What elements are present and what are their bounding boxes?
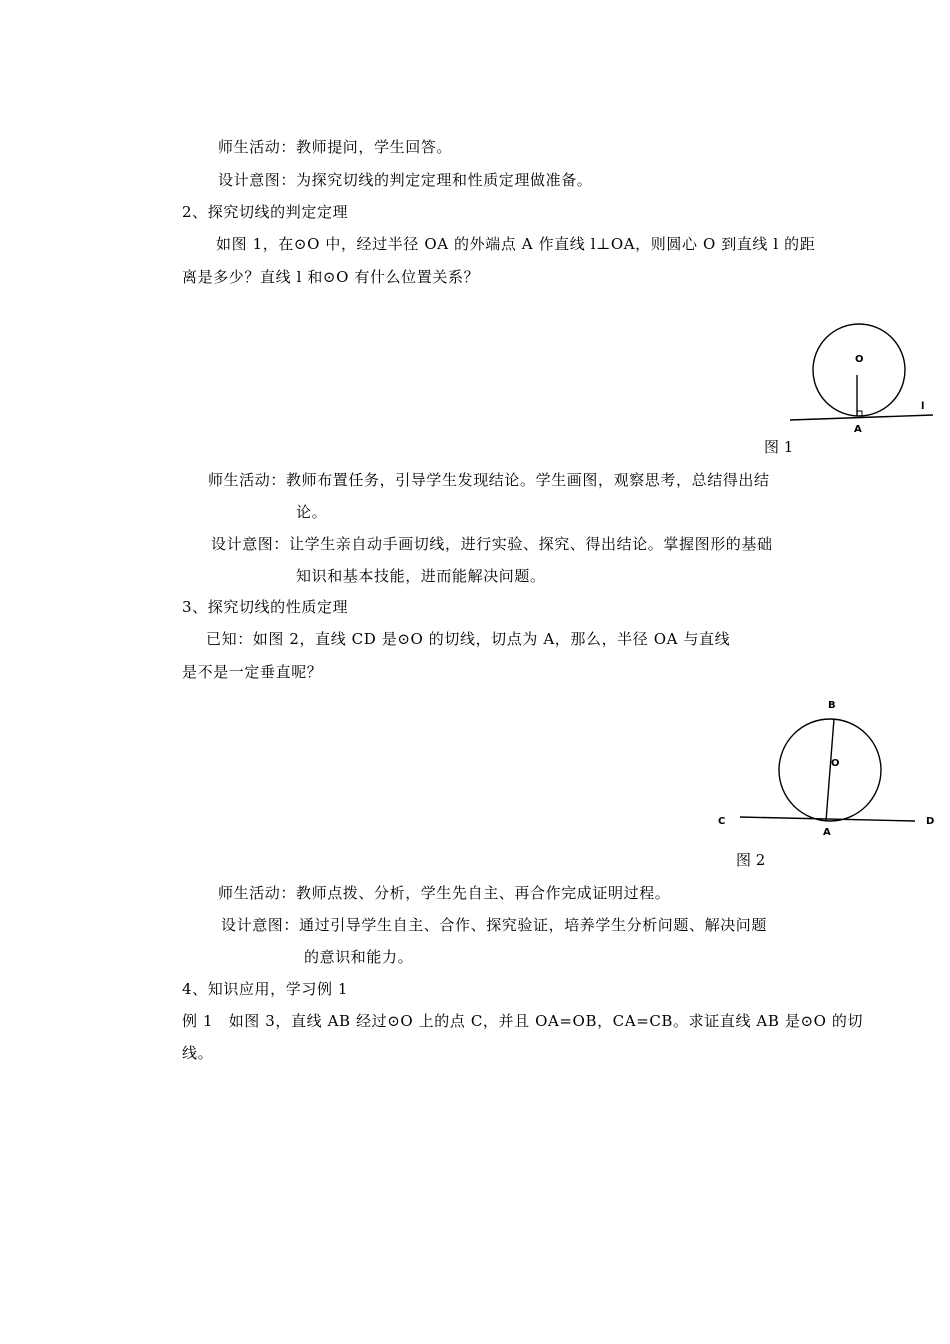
section-heading-3: 3、探究切线的性质定理	[182, 598, 349, 616]
figure-1-label-a: A	[854, 424, 862, 435]
figure-2-label-a: A	[823, 827, 831, 838]
intent-text-2: 设计意图：让学生亲自动手画切线，进行实验、探究、得出结论。掌握图形的基础	[211, 535, 773, 553]
section-heading-4: 4、知识应用，学习例 1	[182, 980, 349, 998]
activity-text-2: 师生活动：教师布置任务，引导学生发现结论。学生画图，观察思考，总结得出结	[208, 471, 770, 489]
figure-2-label-o: O	[831, 758, 840, 769]
paragraph-line: 如图 1，在⊙O 中，经过半径 OA 的外端点 A 作直线 l⊥OA，则圆心 O 到直线 l 的距	[216, 235, 816, 253]
figure-2-label-c: C	[718, 816, 726, 827]
section-heading-2: 2、探究切线的判定定理	[182, 203, 349, 221]
figure-1	[785, 320, 935, 435]
intent-text-3: 设计意图：通过引导学生自主、合作、探究验证，培养学生分析问题、解决问题	[221, 916, 768, 934]
paragraph-line: 是不是一定垂直呢？	[182, 663, 323, 681]
figure-2	[710, 695, 940, 845]
figure-2-label-d: D	[926, 816, 935, 827]
paragraph-line: 已知：如图 2，直线 CD 是⊙O 的切线，切点为 A，那么，半径 OA 与直线	[206, 630, 731, 648]
figure-1-label-l: l	[921, 401, 925, 412]
example-text-cont: 线。	[182, 1044, 214, 1062]
example-text: 例 1 如图 3，直线 AB 经过⊙O 上的点 C，并且 OA=OB，CA=CB。求证直线 AB 是⊙O 的切	[182, 1012, 864, 1030]
figure-1-label-o: O	[855, 354, 864, 365]
figure-1-caption: 图 1	[764, 438, 794, 456]
activity-text-3: 师生活动：教师点拨、分析，学生先自主、再合作完成证明过程。	[218, 884, 671, 902]
paragraph-line: 离是多少？直线 l 和⊙O 有什么位置关系？	[182, 268, 480, 286]
activity-text-2-cont: 论。	[296, 503, 328, 521]
intent-text-3-cont: 的意识和能力。	[304, 948, 414, 966]
activity-text-1: 师生活动：教师提问，学生回答。	[218, 138, 453, 156]
figure-2-caption: 图 2	[736, 851, 766, 869]
figure-2-label-b: B	[828, 700, 836, 711]
intent-text-2-cont: 知识和基本技能，进而能解决问题。	[296, 567, 546, 585]
intent-text-1: 设计意图：为探究切线的判定定理和性质定理做准备。	[218, 171, 593, 189]
